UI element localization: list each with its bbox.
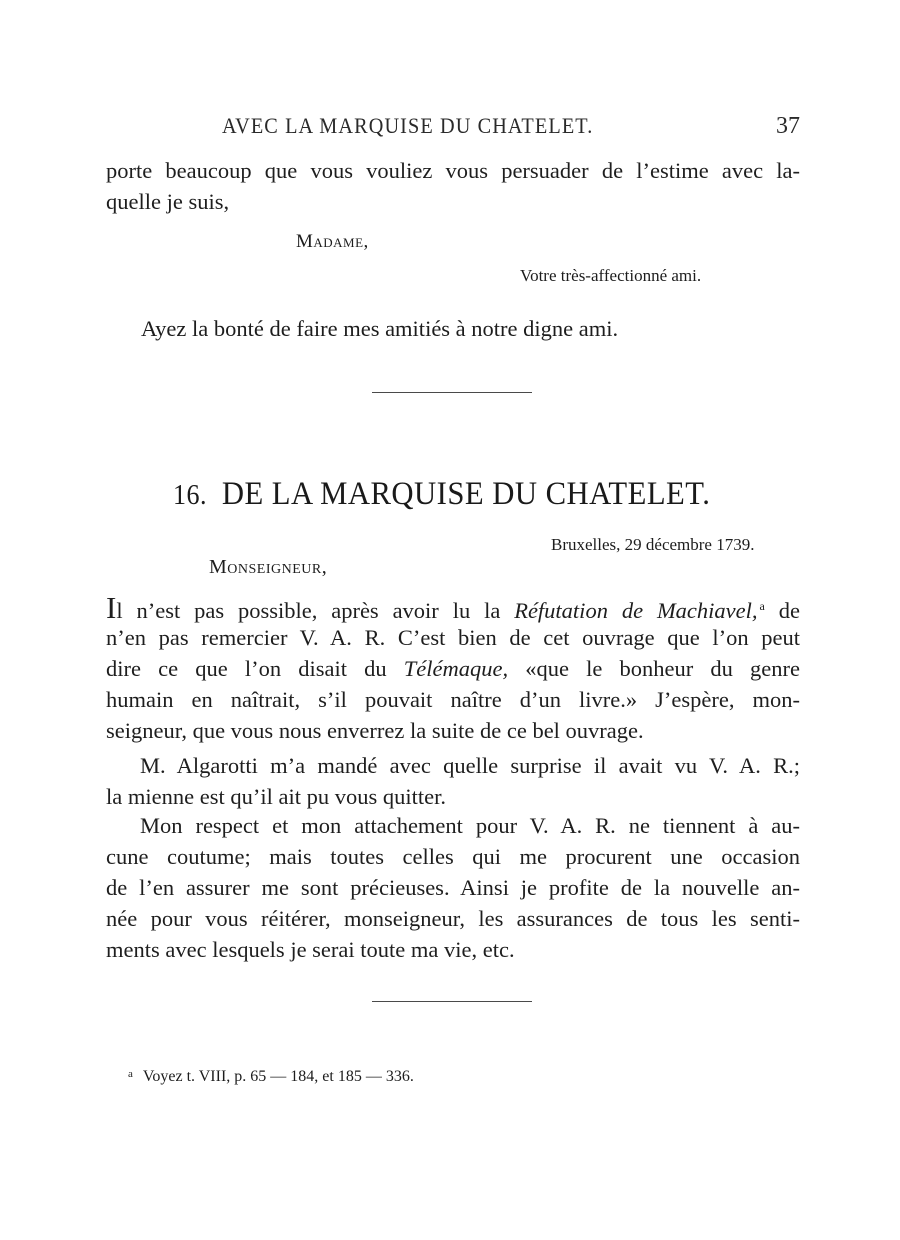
- text-line: M. Algarotti m’a mandé avec quelle surprise il avait vu V. A. R.;: [140, 753, 800, 778]
- page-number: 37: [776, 113, 800, 139]
- text-line: la mienne est qu’il ait pu vous quitter.: [106, 784, 446, 809]
- previous-letter-continuation: [106, 155, 800, 217]
- footnote: [128, 1068, 414, 1086]
- book-title: Réfutation de Machiavel,: [514, 598, 758, 623]
- salutation-madame: Madame,: [296, 231, 369, 252]
- drop-capital: I: [106, 590, 117, 625]
- closing-signature: Votre très-affectionné ami.: [520, 266, 702, 285]
- text-line: quelle je suis,: [106, 189, 230, 214]
- text-line: cune coutume; mais toutes celles qui me procurent une occasion: [106, 844, 800, 869]
- text-line: humain en naîtrait, s’il pouvait naître d’un livre.» J’espère, mon-: [106, 687, 800, 712]
- paragraph-3: [106, 810, 800, 965]
- letter-title: DE LA MARQUISE DU CHATELET.: [221, 476, 711, 512]
- footnote-reference[interactable]: a: [759, 599, 765, 613]
- text-line: de l’en assurer me sont précieuses. Ainsi je profite de la nouvelle an-: [106, 875, 800, 900]
- dateline: Bruxelles, 29 décembre 1739.: [551, 535, 755, 554]
- letter-number: 16.: [173, 480, 207, 511]
- section-divider: [372, 1001, 532, 1002]
- salutation-monseigneur: Monseigneur,: [209, 556, 328, 578]
- text-line: née pour vous réitérer, monseigneur, les assurances de tous les senti-: [106, 906, 800, 931]
- text-line: Mon respect et mon attachement pour V. A. R. ne tiennent à au-: [140, 813, 800, 838]
- paragraph-2: [106, 750, 800, 812]
- paragraph-1: [106, 591, 800, 746]
- book-title: Télémaque,: [403, 656, 509, 681]
- text-line: seigneur, que vous nous enverrez la suite de ce bel ouvrage.: [106, 718, 644, 743]
- footnote-text: Voyez t. VIII, p. 65 — 184, et 185 — 336.: [142, 1068, 414, 1085]
- footnote-marker: a: [128, 1068, 133, 1080]
- running-head: AVEC LA MARQUISE DU CHATELET.: [222, 113, 594, 138]
- text-line: porte beaucoup que vous vouliez vous persuader de l’estime avec la-: [106, 158, 800, 183]
- text-line: dire ce que l’on disait du Télémaque, «que le bonheur du genre: [106, 656, 800, 681]
- letter-heading: [173, 476, 710, 513]
- postscript: Ayez la bonté de faire mes amitiés à notre digne ami.: [141, 316, 619, 341]
- section-divider: [372, 392, 532, 393]
- text-line: Il n’est pas possible, après avoir lu la Réfutation de Machiavel, $^a$ de: [106, 590, 800, 625]
- text-line: ments avec lesquels je serai toute ma vie, etc.: [106, 937, 515, 962]
- text-line: n’en pas remercier V. A. R. C’est bien de cet ouvrage que l’on peut: [106, 625, 800, 650]
